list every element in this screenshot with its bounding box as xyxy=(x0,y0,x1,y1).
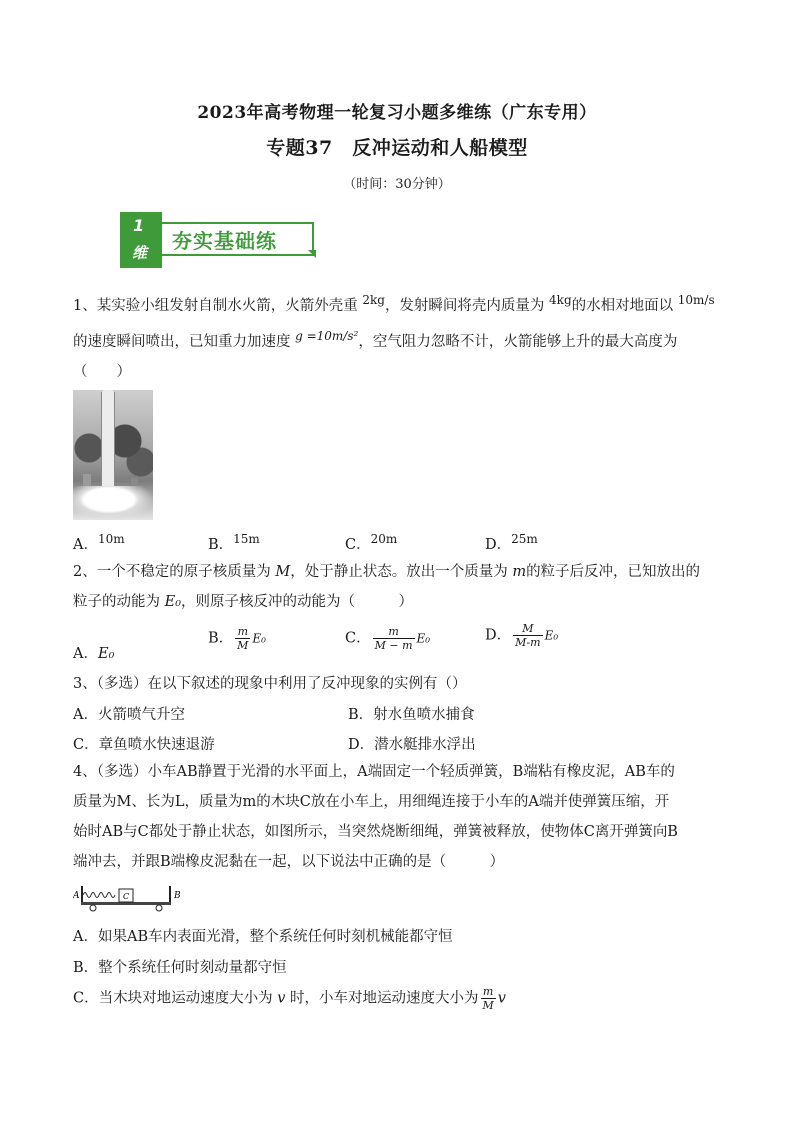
q1-option-c[interactable] xyxy=(345,532,397,554)
q2-text xyxy=(73,557,723,617)
cart-wall-b xyxy=(169,886,171,904)
q1-mass-water: 4kg xyxy=(549,293,572,307)
q3-option-c[interactable]: C．章鱼喷水快速退游 xyxy=(73,737,215,753)
q4-option-c-text: 时，小车对地运动速度大小为 xyxy=(290,990,479,1007)
option-suffix: E₀ xyxy=(544,628,559,643)
q2-text-part: 粒子的动能为 xyxy=(73,594,160,610)
option-key: A． xyxy=(73,646,98,662)
fraction-denominator: M-m xyxy=(515,636,541,649)
option-suffix: E₀ xyxy=(416,631,431,646)
spring-icon xyxy=(83,893,115,898)
q1-line1 xyxy=(73,285,723,321)
section-badge xyxy=(120,212,320,268)
q1-speed: 10m/s xyxy=(677,293,715,307)
q2-option-c[interactable] xyxy=(345,625,430,652)
q1-option-b[interactable] xyxy=(208,532,260,554)
q1-text xyxy=(73,285,723,387)
cart-label-b: B xyxy=(174,891,181,901)
option-value: 15m xyxy=(233,532,260,546)
q4-option-c-v: v xyxy=(277,990,286,1007)
water-rocket-photo xyxy=(73,390,153,520)
option-key: D． xyxy=(485,627,512,644)
document-title: 2023年高考物理一轮复习小题多维练（广东专用） xyxy=(197,103,597,123)
q1-option-d[interactable] xyxy=(485,532,538,554)
cart-label-c: C xyxy=(123,892,130,901)
q1-mass-shell: 2kg xyxy=(362,293,385,307)
photo-smoke xyxy=(73,486,153,520)
q1-text-part: 的水相对地面以 xyxy=(571,297,674,314)
q3-option-d[interactable]: D．潜水艇排水浮出 xyxy=(348,737,476,753)
badge-label: 夯实基础练 xyxy=(172,229,277,253)
cart-label-a: A xyxy=(73,891,80,901)
fraction-denominator: M − m xyxy=(374,639,413,652)
option-key: B． xyxy=(208,536,234,553)
cart-spring-diagram xyxy=(73,882,185,912)
badge-corner-icon xyxy=(308,250,316,258)
option-fraction xyxy=(373,625,415,652)
cart-wheel-left xyxy=(90,905,96,911)
q1-text-part: 的速度瞬间喷出，已知重力加速度 xyxy=(73,333,291,350)
q2-option-b[interactable] xyxy=(208,625,266,652)
q2-option-d[interactable] xyxy=(485,622,558,649)
q4-option-c-text: C．当木块对地运动速度大小为 xyxy=(73,990,273,1007)
option-suffix: E₀ xyxy=(252,631,266,646)
option-key: A． xyxy=(73,536,98,553)
option-value: 20m xyxy=(370,532,398,546)
q2-text-part: 2、一个不稳定的原子核质量为 xyxy=(73,564,271,580)
q2-line1 xyxy=(73,557,723,587)
fraction-numerator: m xyxy=(373,625,415,639)
q2-symbol-E0: E₀ xyxy=(164,594,182,610)
fraction-numerator: M xyxy=(513,622,542,636)
cart-wall-a xyxy=(81,886,83,904)
option-expression: E₀ xyxy=(97,646,115,662)
badge-number-block xyxy=(120,212,162,268)
fraction-denominator: M xyxy=(237,639,249,652)
q1-text-part: 1、某实验小组发射自制水火箭，火箭外壳重 xyxy=(73,297,358,314)
q2-text-part: 的粒子后反冲，已知放出的 xyxy=(526,564,701,580)
q4-line1: 4、（多选）小车AB静置于光滑的水平面上，A端固定一个轻质弹簧，B端粘有橡皮泥，AB车的 xyxy=(73,764,675,780)
q1-option-a[interactable] xyxy=(73,532,125,554)
badge-label-box xyxy=(162,222,314,256)
fraction-numerator: m xyxy=(235,625,250,639)
q3-option-a[interactable]: A．火箭喷气升空 xyxy=(73,707,185,723)
option-value: 25m xyxy=(511,532,538,546)
option-fraction xyxy=(235,625,250,652)
q2-option-a[interactable] xyxy=(73,642,114,663)
q2-line2 xyxy=(73,587,723,617)
badge-dimension: 维 xyxy=(132,244,148,262)
fraction-numerator: m xyxy=(481,985,496,999)
q4-option-c[interactable] xyxy=(73,985,506,1012)
option-key: C． xyxy=(345,536,371,553)
q3-stem: 3、（多选）在以下叙述的现象中利用了反冲现象的实例有（） xyxy=(73,676,467,692)
fraction-denominator: M xyxy=(482,999,494,1012)
q1-text-part: ，发射瞬间将壳内质量为 xyxy=(384,297,545,314)
topic-title: 专题37 反冲运动和人船模型 xyxy=(266,137,528,159)
q4-line2: 质量为M、长为L，质量为m的木块C放在小车上，用细绳连接于小车的A端并使弹簧压缩，开 xyxy=(73,794,670,810)
option-key: D． xyxy=(485,536,512,553)
q4-option-c-v2: v xyxy=(497,990,506,1007)
q3-option-b[interactable]: B．射水鱼喷水捕食 xyxy=(348,707,475,723)
q2-text-part: ，处于静止状态。放出一个质量为 xyxy=(290,564,508,580)
option-value: 10m xyxy=(97,532,125,546)
q1-line2 xyxy=(73,321,723,357)
q4-text xyxy=(73,757,723,877)
cart-wheel-right xyxy=(156,905,162,911)
q2-symbol-M: M xyxy=(275,564,291,580)
q4-option-a[interactable]: A．如果AB车内表面光滑，整个系统任何时刻机械能都守恒 xyxy=(73,929,453,945)
q1-text-part: ，空气阻力忽略不计，火箭能够上升的最大高度为 xyxy=(358,333,678,350)
q4-option-b[interactable]: B．整个系统任何时刻动量都守恒 xyxy=(73,960,287,976)
option-key: C． xyxy=(345,630,371,647)
q4-option-c-fraction xyxy=(481,985,496,1012)
time-note: （时间：30分钟） xyxy=(343,177,451,192)
q2-text-part: ，则原子核反冲的动能为（ ） xyxy=(181,594,414,610)
q2-symbol-m: m xyxy=(512,564,527,580)
option-fraction xyxy=(513,622,542,649)
q4-line3: 始时AB与C都处于静止状态，如图所示，当突然烧断细绳，弹簧被释放，使物体C离开弹簧向B xyxy=(73,824,678,840)
q4-line4: 端冲去，并跟B端橡皮泥黏在一起，以下说法中正确的是（ ） xyxy=(73,854,505,870)
q1-gravity: g =10m/s² xyxy=(295,328,359,343)
badge-number: 1 xyxy=(133,216,145,235)
q1-line3: （ ） xyxy=(73,363,131,380)
option-key: B． xyxy=(208,630,234,647)
